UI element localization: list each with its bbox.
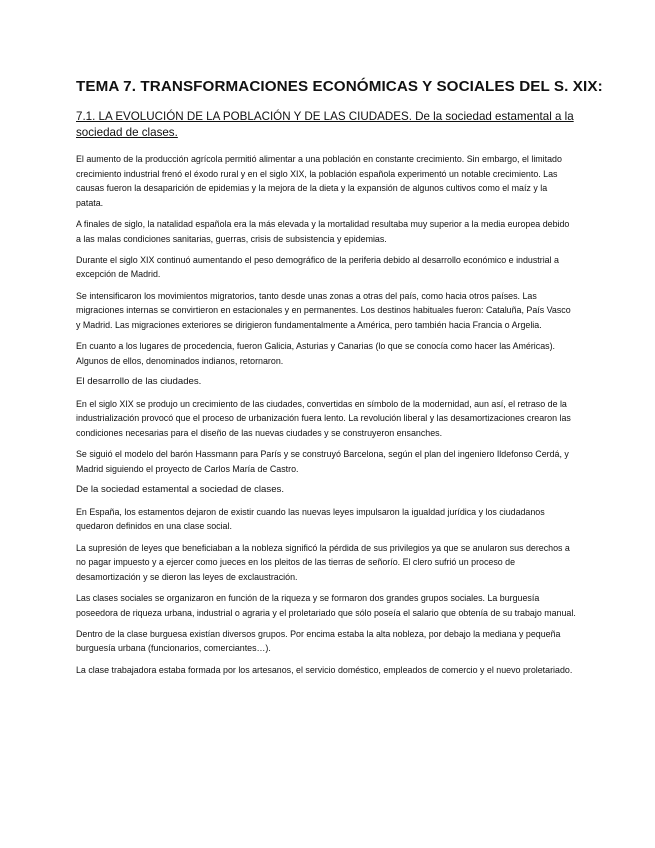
paragraph: A finales de siglo, la natalidad española era la más elevada y la mortalidad resultaba muy superior a la media europea debido a las malas condiciones sanitarias, guerras, crisis de subsistencia y epidemias. (76, 218, 570, 244)
paragraph: Durante el siglo XIX continuó aumentando el peso demográfico de la periferia debido al desarrollo económico e industrial a excepción de Madrid. (76, 254, 559, 280)
paragraph: En cuanto a los lugares de procedencia, fueron Galicia, Asturias y Canarias (lo que se conocía como hacer las Américas). Algunos de ellos, denominados indianos, retornaron. (76, 340, 556, 366)
document-page (76, 78, 603, 684)
paragraph: En el siglo XIX se produjo un crecimiento de las ciudades, convertidas en símbolo de la modernidad, aun así, el retraso de la industrialización provocó que el proceso de urbanización fuera lento. La revolución liberal y las desamortizaciones crearon las condiciones necesarias para el diseño de las nuevas ciudades y se construyeron ensanches. (76, 398, 571, 438)
paragraph: La supresión de leyes que beneficiaban a la nobleza significó la pérdida de sus privilegios ya que se anularon sus derechos a no pagar impuesto y a ejercer como jueces en los pleitos de las tierras de señorío. El clero sufrió un proceso de desamortización y se dieron las leyes de exclaustración. (76, 542, 570, 582)
heading-sociedad: De la sociedad estamental a sociedad de clases. (76, 483, 284, 495)
heading-ciudades: El desarrollo de las ciudades. (76, 375, 202, 387)
paragraph: Dentro de la clase burguesa existían diversos grupos. Por encima estaba la alta nobleza, por debajo la mediana y pequeña burguesía urbana (funcionarios, comerciantes…). (76, 628, 561, 654)
section-subtitle: 7.1. LA EVOLUCIÓN DE LA POBLACIÓN Y DE LAS CIUDADES. De la sociedad estamental a la sociedad de clases. (76, 110, 574, 139)
document-title: TEMA 7. TRANSFORMACIONES ECONÓMICAS Y SOCIALES DEL S. XIX: (76, 78, 603, 95)
paragraph: La clase trabajadora estaba formada por los artesanos, el servicio doméstico, empleados de comercio y el nuevo proletariado. (76, 664, 573, 675)
paragraph: En España, los estamentos dejaron de existir cuando las nuevas leyes impulsaron la igualdad jurídica y los ciudadanos quedaron definidos en una clase social. (76, 506, 545, 532)
paragraph: Las clases sociales se organizaron en función de la riqueza y se formaron dos grandes grupos sociales. La burguesía poseedora de riqueza urbana, industrial o agraria y el proletariado que sólo poseía el salario que obtenía de su trabajo manual. (76, 592, 576, 618)
paragraph: Se intensificaron los movimientos migratorios, tanto desde unas zonas a otras del país, como hacia otros países. Las migraciones internas se convirtieron en estacionales y en permanentes. Los destinos habituales fueron: Cataluña, País Vasco y Madrid. Las migraciones exteriores se dirigieron fundamentalmente a América, pero también hacia Francia o Argelia. (76, 290, 571, 330)
paragraph: El aumento de la producción agrícola permitió alimentar a una población en constante crecimiento. Sin embargo, el limitado crecimiento industrial frenó el éxodo rural y en el siglo XIX, la población española experimentó un notable crecimiento. Las causas fueron la desaparición de epidemias y la mejora de la dieta y la expansión de algunos cultivos como el maíz y la patata. (76, 154, 562, 208)
paragraph: Se siguió el modelo del barón Hassmann para París y se construyó Barcelona, según el plan del ingeniero Ildefonso Cerdá, y Madrid siguiendo el proyecto de Carlos María de Castro. (76, 449, 569, 474)
